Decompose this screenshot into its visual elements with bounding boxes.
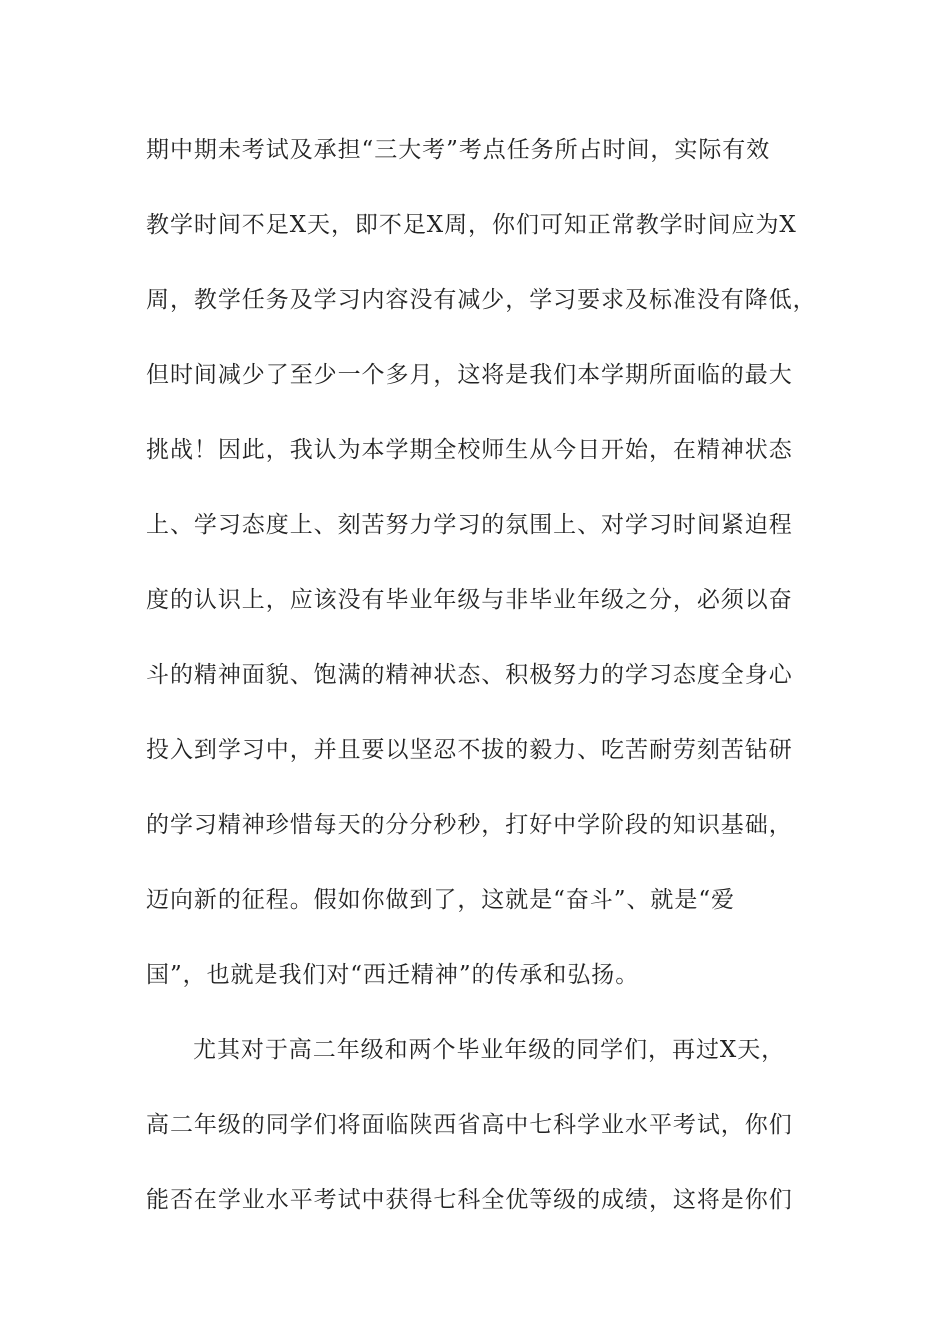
text-line: 挑战！因此，我认为本学期全校师生从今日开始，在精神状态 [146, 437, 793, 463]
text-line: 高二年级的同学们将面临陕西省高中七科学业水平考试，你们 [146, 1112, 793, 1138]
text-line: 的学习精神珍惜每天的分分秒秒，打好中学阶段的知识基础， [146, 812, 793, 838]
text-line: 国”，也就是我们对“西迁精神”的传承和弘扬。 [146, 962, 640, 988]
text-line: 周，教学任务及学习内容没有减少，学习要求及标准没有降低， [146, 287, 817, 313]
paragraph-start-line: 尤其对于高二年级和两个毕业年级的同学们，再过X天， [193, 1037, 786, 1063]
text-line: 斗的精神面貌、饱满的精神状态、积极努力的学习态度全身心 [146, 662, 793, 688]
text-line: 能否在学业水平考试中获得七科全优等级的成绩，这将是你们 [146, 1187, 793, 1213]
text-line: 度的认识上，应该没有毕业年级与非毕业年级之分，必须以奋 [146, 587, 793, 613]
text-line: 投入到学习中，并且要以坚忍不拔的毅力、吃苦耐劳刻苦钻研 [146, 737, 793, 763]
text-line: 迈向新的征程。假如你做到了，这就是“奋斗”、就是“爱 [146, 887, 735, 913]
text-line: 但时间减少了至少一个多月，这将是我们本学期所面临的最大 [146, 362, 793, 388]
text-line: 教学时间不足X天，即不足X周，你们可知正常教学时间应为X [146, 212, 797, 238]
text-line: 期中期未考试及承担“三大考”考点任务所占时间，实际有效 [146, 137, 771, 163]
text-line: 上、学习态度上、刻苦努力学习的氛围上、对学习时间紧迫程 [146, 512, 793, 538]
